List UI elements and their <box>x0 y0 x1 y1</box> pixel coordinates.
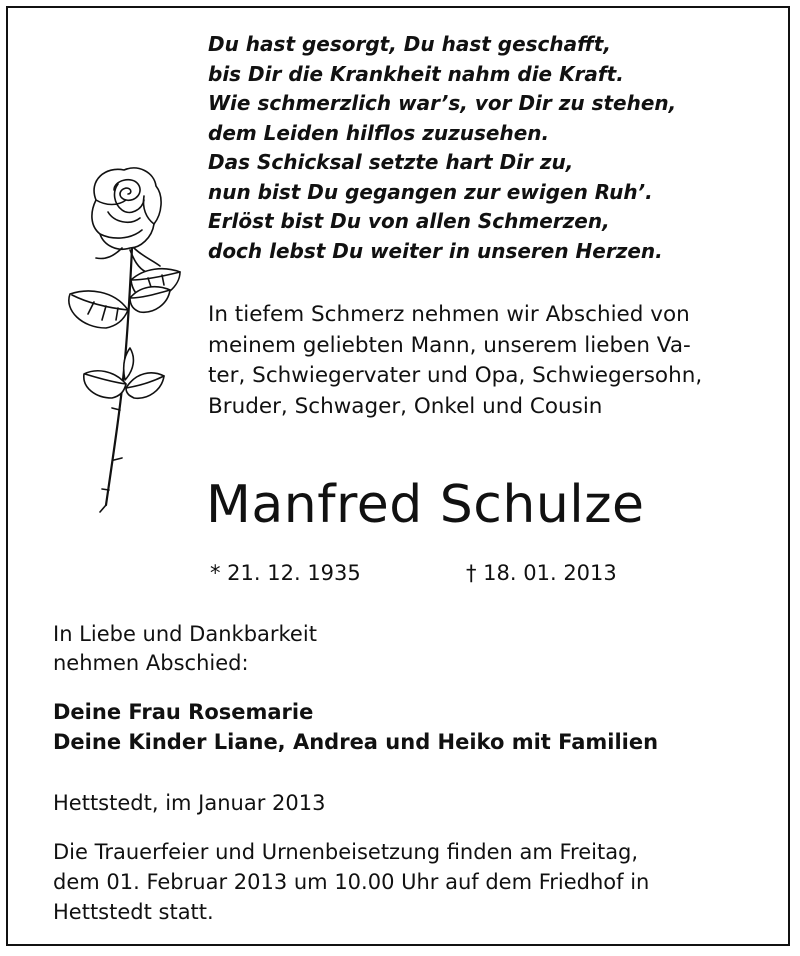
intro-line: Bruder, Schwager, Onkel und Cousin <box>208 393 603 419</box>
funeral-line: Hettstedt statt. <box>53 900 214 924</box>
funeral-line: dem 01. Februar 2013 um 10.00 Uhr auf dem Friedhof in <box>53 870 650 894</box>
poem-line: doch lebst Du weiter in unseren Herzen. <box>208 238 663 263</box>
thanks-text <box>53 620 317 678</box>
mourner-line: Deine Kinder Liane, Andrea und Heiko mit Familien <box>53 729 659 754</box>
funeral-line: Die Trauerfeier und Urnenbeisetzung finden am Freitag, <box>53 840 639 864</box>
poem-line: dem Leiden hilflos zuzusehen. <box>208 120 550 145</box>
poem-line: Wie schmerzlich war’s, vor Dir zu stehen, <box>208 91 677 115</box>
poem-line: Das Schicksal setzte hart Dir zu, <box>208 150 574 174</box>
rose-illustration-icon <box>34 160 194 520</box>
poem-line: Du hast gesorgt, Du hast geschafft, <box>208 32 611 56</box>
mourners-list <box>53 698 658 757</box>
death-date: † 18. 01. 2013 <box>466 561 617 585</box>
intro-line: In tiefem Schmerz nehmen wir Abschied von <box>208 302 690 327</box>
place-date: Hettstedt, im Januar 2013 <box>53 791 326 815</box>
deceased-name: Manfred Schulze <box>206 475 645 535</box>
poem-line: Erlöst bist Du von allen Schmerzen, <box>208 209 610 233</box>
poem <box>208 30 768 266</box>
birth-date: * 21. 12. 1935 <box>210 561 361 585</box>
poem-line: bis Dir die Krankheit nahm die Kraft. <box>208 61 624 86</box>
poem-line: nun bist Du gegangen zur ewigen Ruh’. <box>208 179 653 204</box>
funeral-info <box>53 837 747 927</box>
mourner-line: Deine Frau Rosemarie <box>53 700 314 724</box>
thanks-line: In Liebe und Dankbarkeit <box>53 622 317 646</box>
intro-text <box>208 300 748 422</box>
intro-line: meinem geliebten Mann, unserem lieben Va- <box>208 332 691 358</box>
intro-line: ter, Schwiegervater und Opa, Schwiegersohn, <box>208 363 703 388</box>
thanks-line: nehmen Abschied: <box>53 651 249 675</box>
